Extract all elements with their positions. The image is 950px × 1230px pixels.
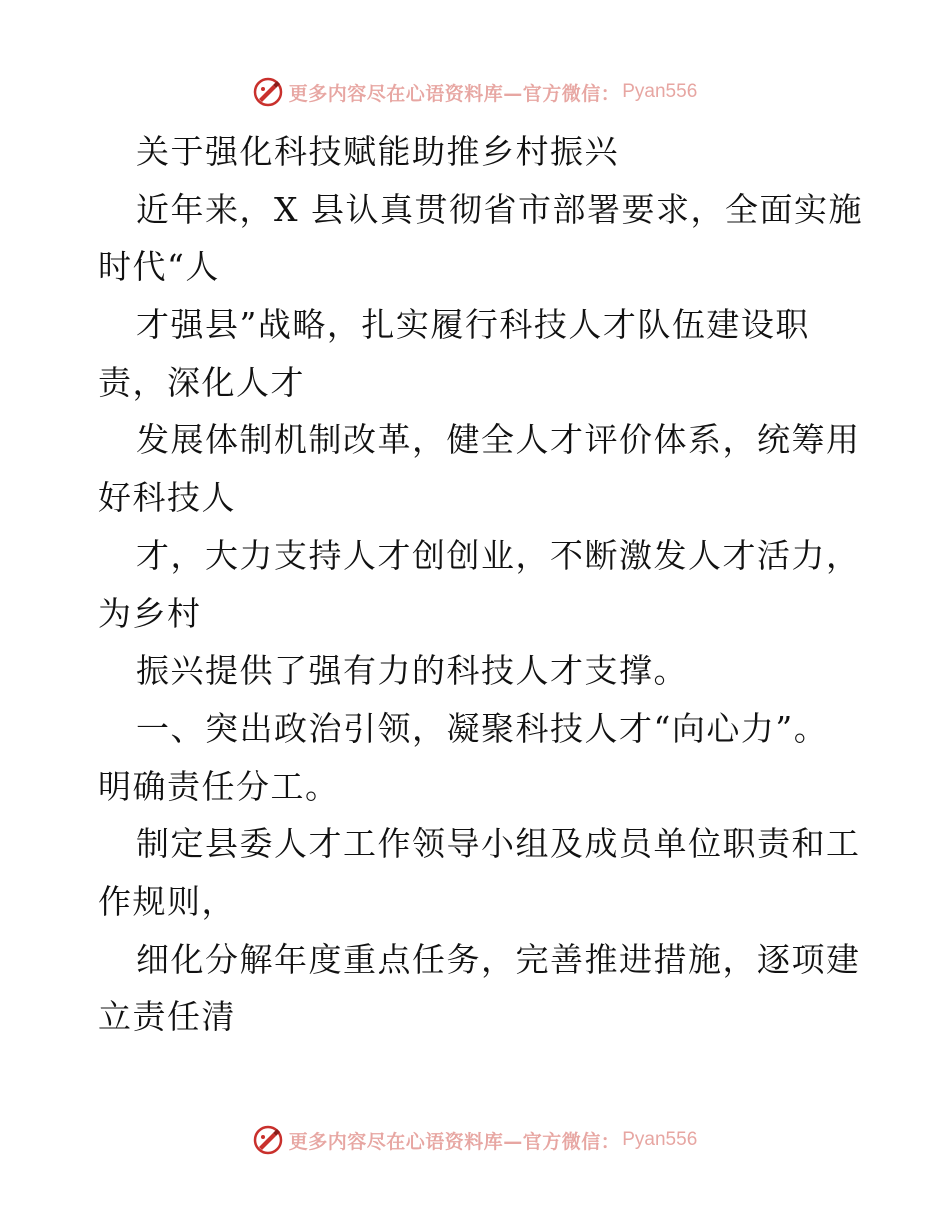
wechat-id: Pyan556 bbox=[622, 1129, 698, 1150]
body-line: 时代“人 bbox=[98, 247, 220, 287]
footer-banner bbox=[0, 1120, 950, 1160]
body-line: 立责任清 bbox=[98, 997, 236, 1037]
document-title: 关于强化科技赋能助推乡村振兴 bbox=[136, 132, 619, 171]
body-line: 好科技人 bbox=[98, 478, 236, 518]
body-line: 细化分解年度重点任务，完善推进措施，逐项建 bbox=[136, 939, 861, 979]
banner-text: 更多内容尽在心语资料库—官方微信： bbox=[288, 82, 621, 105]
document-body bbox=[98, 123, 868, 1046]
body-line: 发展体制机制改革，健全人才评价体系，统筹用 bbox=[136, 420, 861, 460]
pen-logo-icon bbox=[253, 1125, 283, 1155]
section-heading: 一、突出政治引领，凝聚科技人才“向心力”。 bbox=[136, 708, 829, 748]
body-line: 明确责任分工。 bbox=[98, 766, 340, 806]
body-line: 责，深化人才 bbox=[98, 362, 305, 402]
pen-logo-icon bbox=[253, 77, 283, 107]
body-line: 作规则， bbox=[98, 881, 236, 921]
body-line: 振兴提供了强有力的科技人才支撑。 bbox=[136, 651, 688, 691]
banner-text: 更多内容尽在心语资料库—官方微信： bbox=[288, 1130, 621, 1153]
body-line: 制定县委人才工作领导小组及成员单位职责和工 bbox=[136, 824, 861, 864]
body-line: 近年来，X 县认真贯彻省市部署要求，全面实施 bbox=[136, 189, 863, 229]
body-line: 才，大力支持人才创创业，不断激发人才活力， bbox=[136, 535, 861, 575]
body-line: 才强县”战略，扎实履行科技人才队伍建设职 bbox=[136, 305, 810, 345]
header-banner bbox=[0, 72, 950, 112]
body-line: 为乡村 bbox=[98, 593, 202, 633]
wechat-id: Pyan556 bbox=[622, 81, 698, 102]
